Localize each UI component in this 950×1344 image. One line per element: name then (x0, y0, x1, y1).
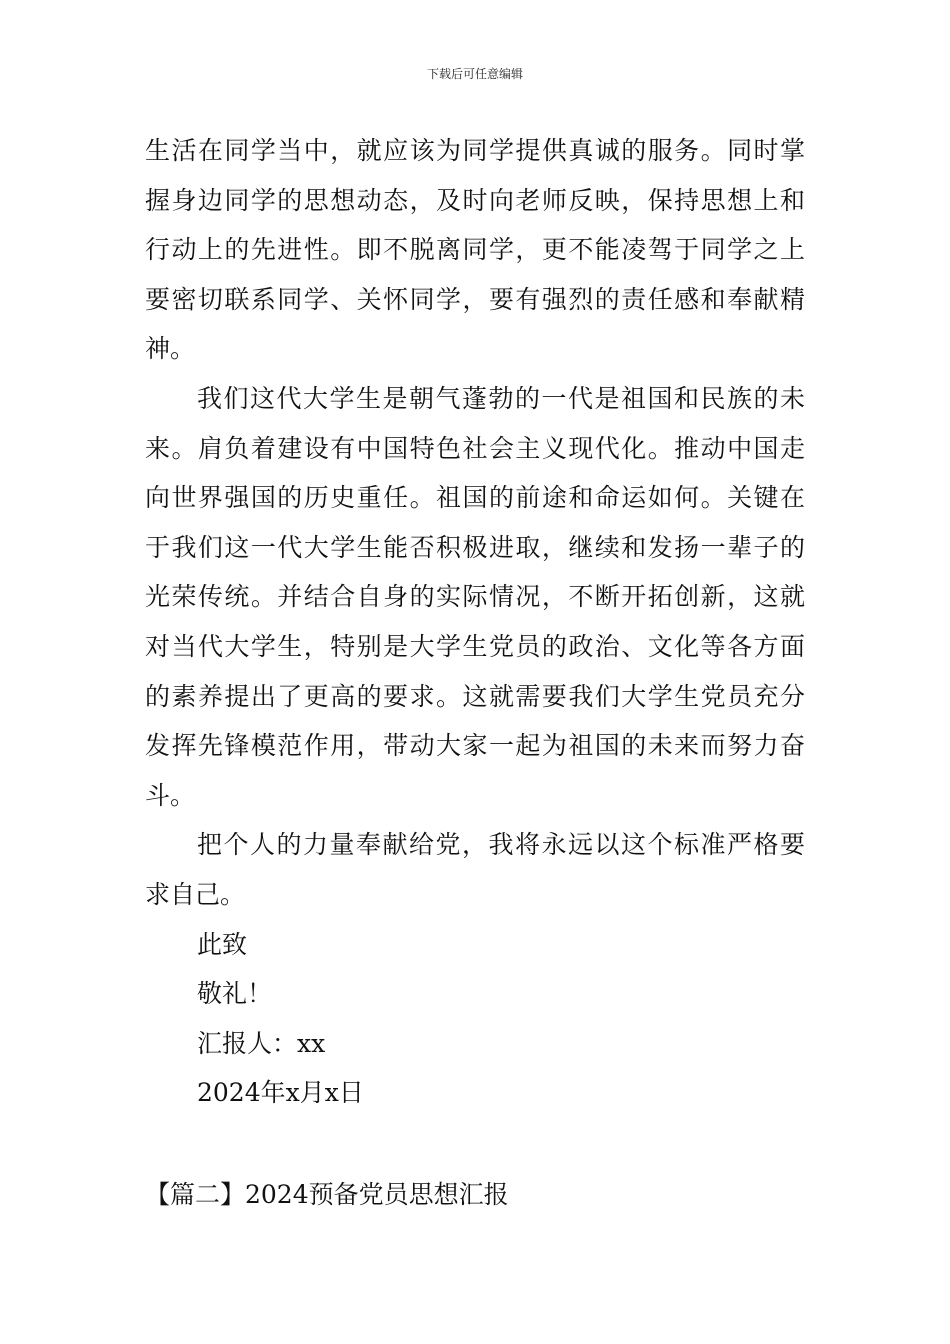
paragraph (145, 820, 805, 919)
reporter: 汇报人：xx (197, 1028, 326, 1058)
text-line: 把个人的力量奉献给党，我将永远以这个标准严格要 (197, 830, 805, 860)
page-header: 下载后可任意编辑 (426, 67, 523, 81)
text-line: 光荣传统。并结合自身的实际情况，不断开拓创新，这就 (145, 582, 805, 612)
text-line: 求自己。 (145, 879, 246, 909)
text-line: 发挥先锋模范作用，带动大家一起为祖国的未来而努力奋 (145, 731, 805, 761)
paragraph (145, 126, 805, 374)
text-line: 对当代大学生，特别是大学生党员的政治、文化等各方面 (145, 631, 805, 661)
section-title: 【篇二】2024预备党员思想汇报 (145, 1180, 509, 1209)
text-line: 生活在同学当中，就应该为同学提供真诚的服务。同时掌 (145, 136, 805, 165)
text-line: 向世界强国的历史重任。祖国的前途和命运如何。关键在 (145, 483, 805, 513)
regards: 敬礼！ (197, 979, 273, 1009)
text-line: 行动上的先进性。即不脱离同学，更不能凌驾于同学之上 (145, 235, 805, 265)
text-line: 的素养提出了更高的要求。这就需要我们大学生党员充分 (145, 681, 805, 711)
text-line: 我们这代大学生是朝气蓬勃的一代是祖国和民族的未 (197, 383, 805, 413)
salutation: 此致 (197, 929, 248, 959)
text-line: 斗。 (145, 780, 196, 810)
text-line: 要密切联系同学、关怀同学，要有强烈的责任感和奉献精 (145, 284, 805, 314)
closing-block (145, 920, 805, 1118)
text-line: 神。 (145, 334, 196, 364)
text-line: 来。肩负着建设有中国特色社会主义现代化。推动中国走 (145, 433, 805, 463)
report-date: 2024年x月x日 (197, 1078, 364, 1108)
paragraph (145, 374, 805, 820)
text-line: 于我们这一代大学生能否积极进取，继续和发扬一辈子的 (145, 532, 805, 562)
text-line: 握身边同学的思想动态，及时向老师反映，保持思想上和 (145, 185, 805, 215)
document-body (145, 126, 805, 1118)
